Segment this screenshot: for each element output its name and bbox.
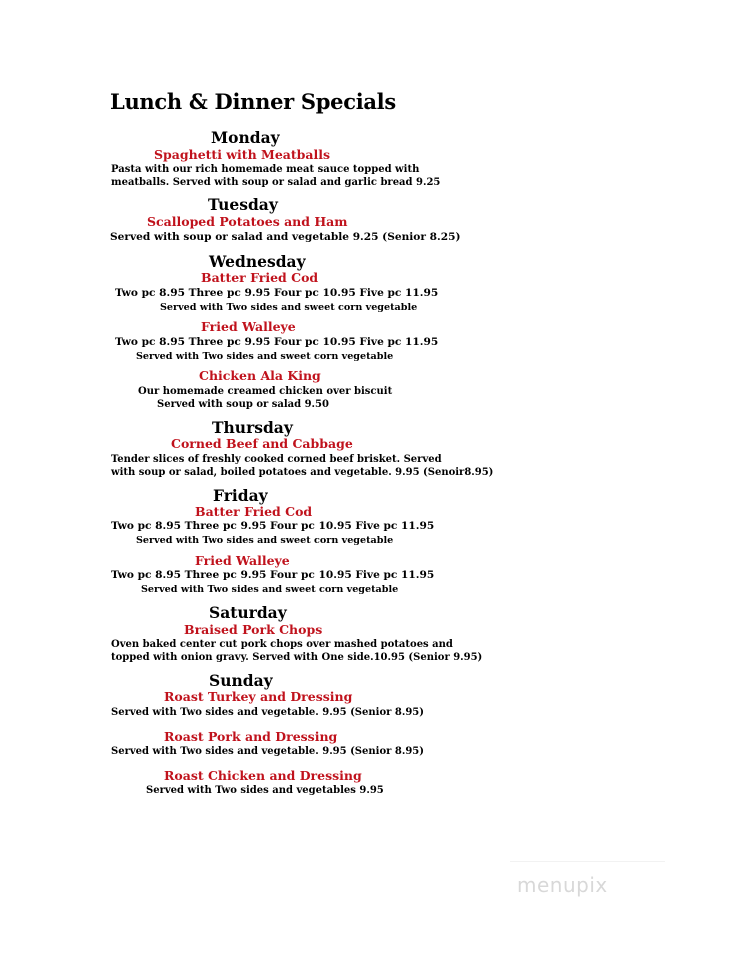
- day-heading-saturday: Saturday: [209, 603, 287, 622]
- dish-description-line: topped with onion gravy. Served with One side.10.95 (Senior 9.95): [111, 652, 483, 663]
- dish-description-line: Two pc 8.95 Three pc 9.95 Four pc 10.95 Five pc 11.95: [115, 336, 439, 348]
- dish-fried-walleye: Fried Walleye: [201, 319, 296, 334]
- dish-description-line: Served with Two sides and vegetables 9.95: [146, 785, 384, 796]
- dish-roast-turkey-dressing: Roast Turkey and Dressing: [164, 689, 353, 704]
- day-heading-thursday: Thursday: [212, 418, 293, 437]
- dish-batter-fried-cod: Batter Fried Cod: [195, 504, 313, 519]
- day-heading-monday: Monday: [211, 128, 280, 147]
- dish-spaghetti-meatballs: Spaghetti with Meatballs: [154, 147, 331, 162]
- dish-roast-pork-dressing: Roast Pork and Dressing: [164, 729, 338, 744]
- dish-scalloped-potatoes-ham: Scalloped Potatoes and Ham: [147, 214, 348, 229]
- dish-description-line: Served with soup or salad 9.50: [157, 399, 329, 410]
- dish-description-line: Served with Two sides and vegetable. 9.95 (Senior 8.95): [111, 746, 424, 757]
- dish-description-line: Served with Two sides and sweet corn vegetable: [136, 535, 394, 546]
- watermark-logo: menupix: [517, 873, 608, 897]
- dish-chicken-ala-king: Chicken Ala King: [199, 368, 321, 383]
- dish-braised-pork-chops: Braised Pork Chops: [184, 622, 323, 637]
- dish-description-line: Two pc 8.95 Three pc 9.95 Four pc 10.95 Five pc 11.95: [111, 520, 435, 532]
- dish-batter-fried-cod: Batter Fried Cod: [201, 270, 319, 285]
- day-heading-tuesday: Tuesday: [208, 195, 278, 214]
- dish-fried-walleye: Fried Walleye: [195, 553, 290, 568]
- dish-description-line: Two pc 8.95 Three pc 9.95 Four pc 10.95 Five pc 11.95: [115, 287, 439, 299]
- dish-corned-beef-cabbage: Corned Beef and Cabbage: [171, 436, 353, 451]
- day-heading-wednesday: Wednesday: [209, 252, 306, 271]
- dish-description-line: Served with Two sides and sweet corn vegetable: [160, 302, 418, 313]
- dish-description-line: Pasta with our rich homemade meat sauce topped with: [111, 164, 420, 175]
- dish-description-line: Oven baked center cut pork chops over mashed potatoes and: [111, 639, 453, 650]
- dish-description-line: Two pc 8.95 Three pc 9.95 Four pc 10.95 Five pc 11.95: [111, 569, 435, 581]
- dish-description-line: meatballs. Served with soup or salad and garlic bread 9.25: [111, 177, 441, 188]
- dish-description-line: Our homemade creamed chicken over biscuit: [138, 386, 393, 397]
- page-title: Lunch & Dinner Specials: [110, 89, 396, 114]
- dish-description-line: Served with Two sides and vegetable. 9.95 (Senior 8.95): [111, 707, 424, 718]
- dish-description-line: Served with soup or salad and vegetable 9.25 (Senior 8.25): [110, 231, 461, 243]
- dish-description-line: with soup or salad, boiled potatoes and vegetable. 9.95 (Senoir8.95): [111, 467, 494, 478]
- watermark-rule: [510, 861, 665, 862]
- dish-roast-chicken-dressing: Roast Chicken and Dressing: [164, 768, 362, 783]
- dish-description-line: Tender slices of freshly cooked corned beef brisket. Served: [111, 454, 442, 465]
- day-heading-sunday: Sunday: [209, 671, 273, 690]
- dish-description-line: Served with Two sides and sweet corn vegetable: [136, 351, 394, 362]
- dish-description-line: Served with Two sides and sweet corn vegetable: [141, 584, 399, 595]
- day-heading-friday: Friday: [213, 486, 268, 505]
